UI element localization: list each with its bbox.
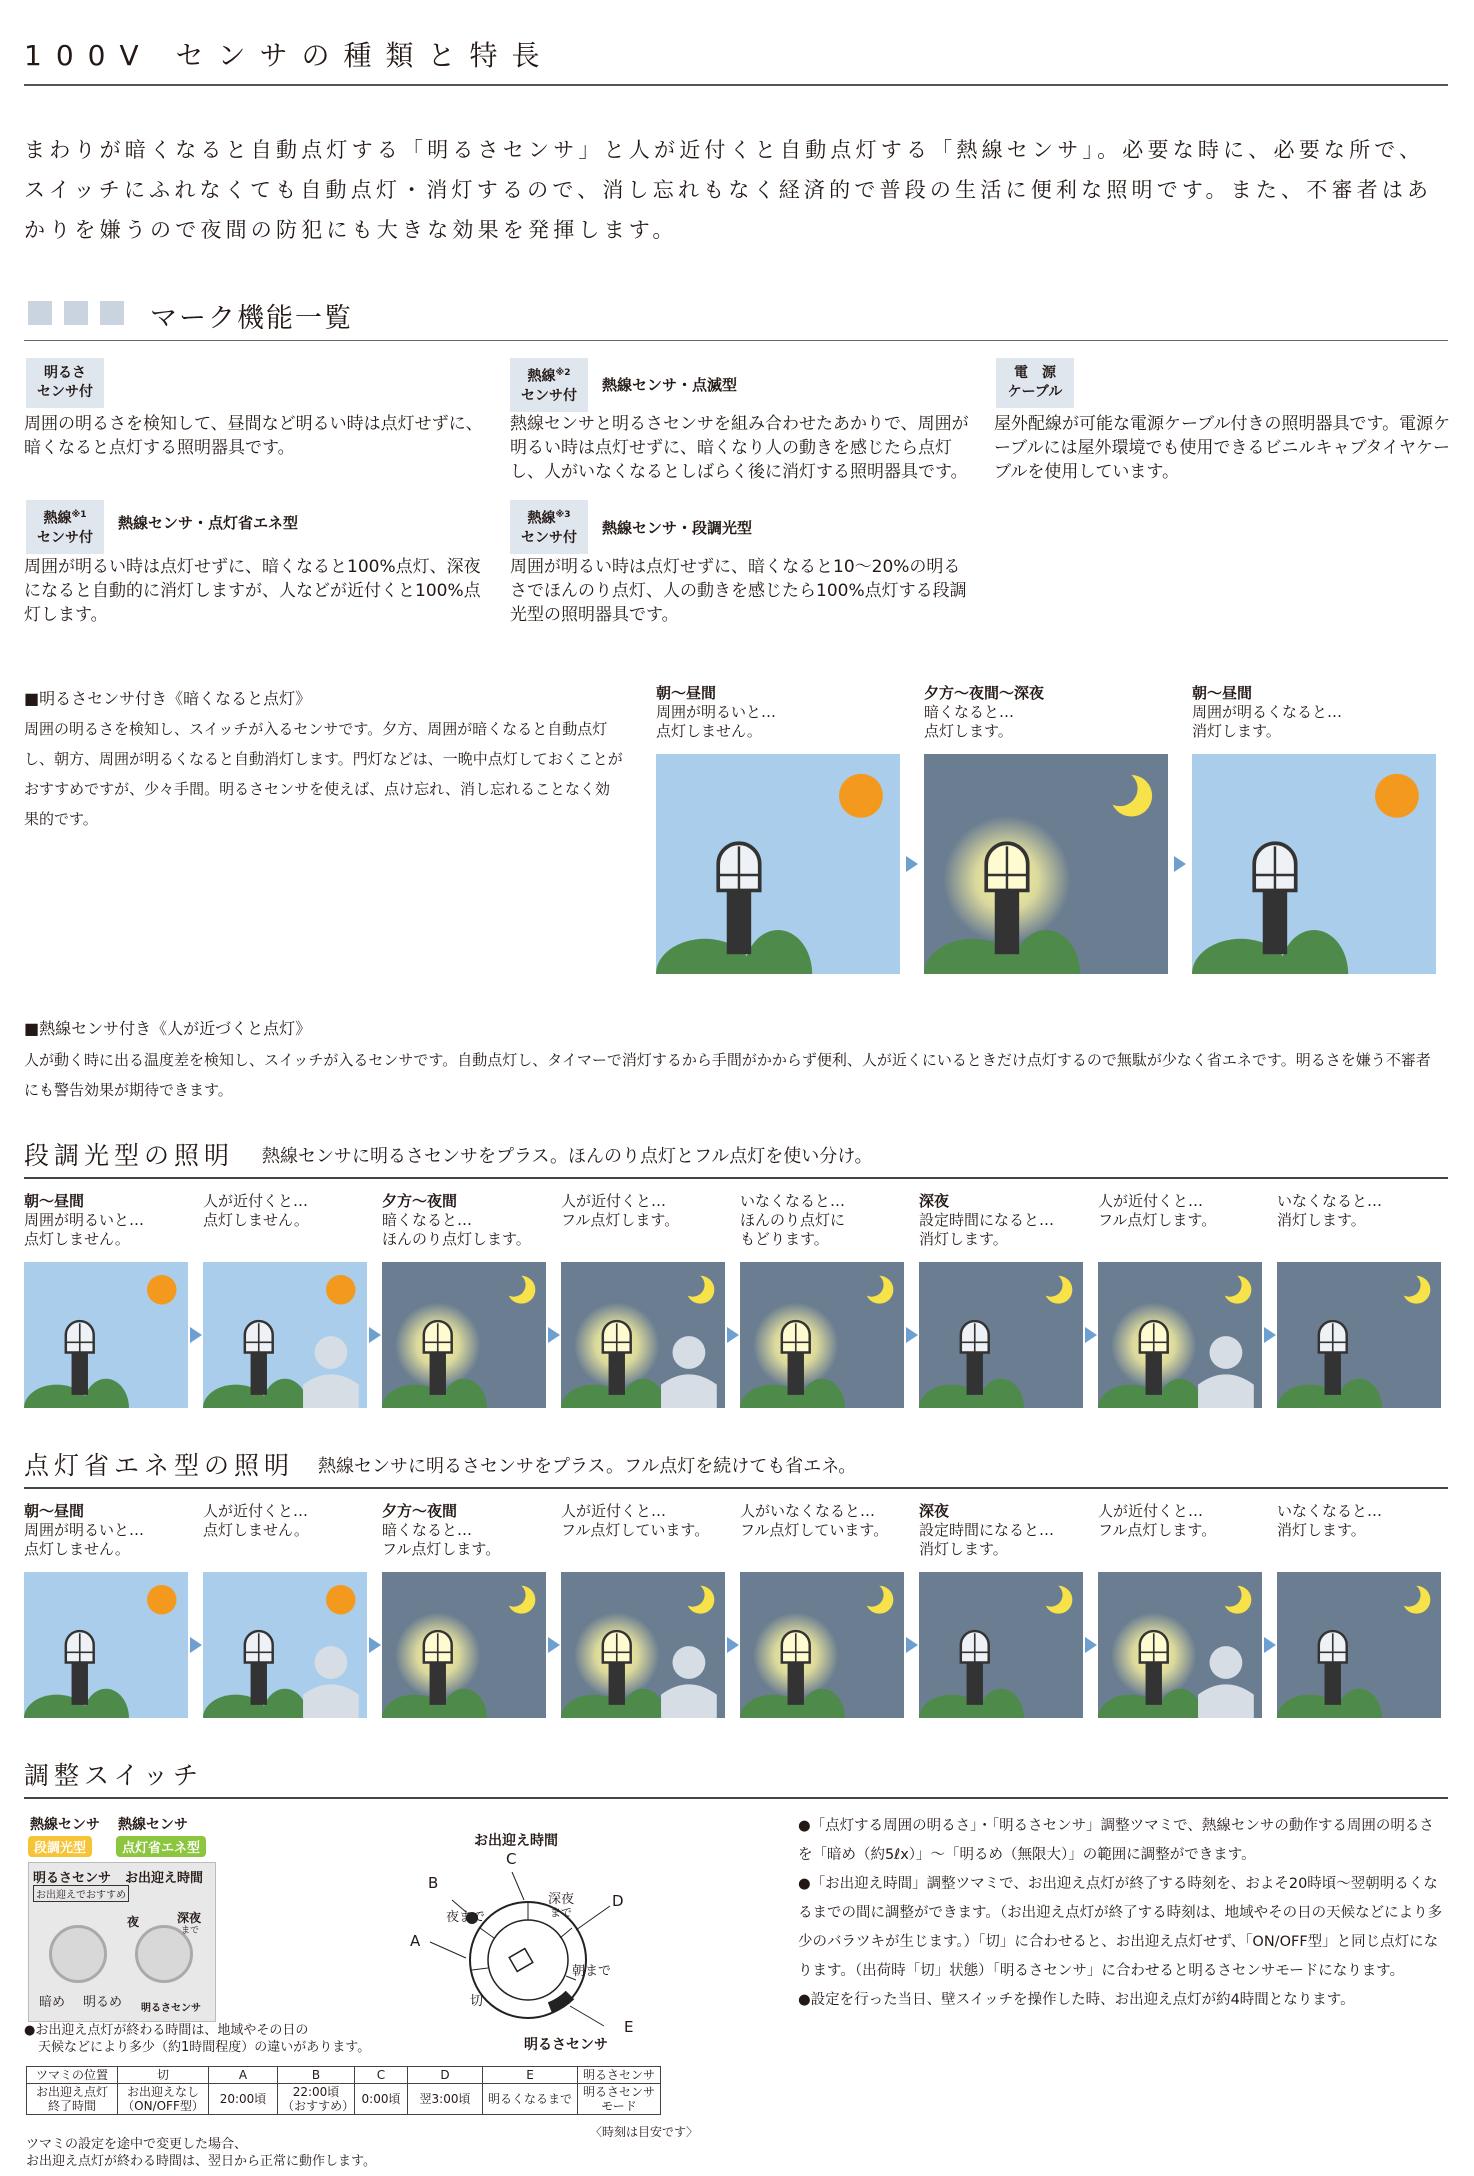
arrow-icon: [190, 1327, 202, 1343]
mark-title-thermal-eco: 熱線センサ・点灯省エネ型: [118, 514, 299, 532]
panel-caption: 朝～昼間 周囲が明るくなると… 消灯します。: [1192, 684, 1343, 740]
dial-kiri: 切: [470, 1994, 484, 2009]
mark-text-thermal-dim: 周囲が明るい時は点灯せずに、暗くなると10～20%の明るさでほんのり点灯、人の動きを感じたら100%点灯する段調光型の照明器具です。: [510, 557, 967, 625]
brightness-heading: ■明るさセンサ付き《暗くなると点灯》: [24, 689, 312, 708]
dial-B: B: [428, 1874, 439, 1892]
dial-diagram: [400, 1830, 660, 2060]
badge-thermal-1: 熱線$^{※1}$ センサ付: [26, 500, 104, 554]
mark-title-thermal-blink: 熱線センサ・点滅型: [602, 376, 738, 394]
scene-panel: [382, 1262, 546, 1408]
scene-panel: [1098, 1262, 1262, 1408]
switch-photo: 明るさセンサ お出迎え時間 お出迎えでおすすめ 夜 深夜 まで 暗め 明るめ 明るさセンサ: [28, 1862, 216, 2022]
marks-heading: マーク機能一覧: [150, 303, 353, 334]
arrow-icon: [1085, 1327, 1097, 1343]
scene-panel: [919, 1262, 1083, 1408]
dimming-heading: 段調光型の照明: [24, 1141, 235, 1170]
table-note: 〈時刻は目安です〉: [590, 2125, 699, 2139]
person-icon: [1210, 1336, 1243, 1369]
scene-panel: [1277, 1572, 1441, 1718]
eco-rule: [24, 1487, 1448, 1489]
arrow-icon: [1264, 1637, 1276, 1653]
arrow-icon: [906, 1327, 918, 1343]
dimming-sub: 熱線センサに明るさセンサをプラス。ほんのり点灯とフル点灯を使い分け。: [262, 1146, 873, 1167]
panel-caption: 人が近付くと… 点灯しません。: [203, 1192, 309, 1229]
brightness-text: 周囲の明るさを検知し、スイッチが入るセンサです。夕方、周囲が暗くなると自動点灯し、朝方、周囲が明るくなると自動消灯します。門灯などは、一晩中点灯しておくことがおすすめですが、少々手間。明るさセンサを使えば、点け忘れ、消し忘れることなく効果的です。: [24, 720, 623, 828]
panel-caption: いなくなると… ほんのり点灯に もどります。: [740, 1192, 846, 1248]
person-icon: [315, 1336, 348, 1369]
badge-thermal-3: 熱線$^{※3}$ センサ付: [510, 500, 588, 554]
dial-sensor: 明るさセンサ: [524, 2037, 608, 2053]
scene-panel: [561, 1572, 725, 1718]
dial-E: E: [624, 2018, 634, 2036]
panel-caption: 深夜 設定時間になると… 消灯します。: [919, 1502, 1055, 1558]
scene-panel: [924, 754, 1168, 974]
panel-caption: 夕方～夜間 暗くなると… フル点灯します。: [382, 1502, 501, 1558]
sun-icon: [326, 1275, 356, 1305]
arrow-icon: [727, 1637, 739, 1653]
panel-caption: 人が近付くと… フル点灯しています。: [561, 1502, 710, 1539]
dimming-rule: [24, 1177, 1448, 1179]
scene-panel: [740, 1572, 904, 1718]
knob-table: [26, 2066, 661, 2115]
panel-caption: 人が近付くと… 点灯しません。: [203, 1502, 309, 1539]
badge-thermal-2: 熱線$^{※2}$ センサ付: [510, 358, 588, 412]
badge-power-cable: 電 源 ケーブル: [996, 358, 1074, 408]
panel-caption: 深夜 設定時間になると… 消灯します。: [919, 1192, 1055, 1248]
switch-explanations: ●「点灯する周囲の明るさ」・「明るさセンサ」調整ツマミで、熱線センサの動作する周囲の明るさを「暗め（約5ℓx）」～「明るめ（無限大）」の範囲に調整ができます。 ●「お出迎え時間」調整ツマミで、お出迎え点灯が終了する時刻を、およそ20時頃～翌朝明るくなるまでの間に調整ができます。（お出迎え点灯が終了する時刻は、地域やその日の天候などにより多少のバラツキが生じます。）「切」に合わせると、お出迎え点灯せず、「ON/OFF型」と同じ点灯になります。（出荷時「切」状態）「明るさセンサ」に合わせると明るさセンサモードになります。 ●設定を行った当日、壁スイッチを操作した時、お出迎え点灯が約4時間となります。: [798, 1818, 1443, 2008]
sun-icon: [326, 1585, 356, 1615]
dial-A: A: [410, 1932, 421, 1950]
scene-panel: [382, 1572, 546, 1718]
title-rule: [24, 84, 1448, 86]
scene-panel: [561, 1262, 725, 1408]
panel-caption: 人が近付くと… フル点灯します。: [1098, 1192, 1217, 1229]
table-row: ツマミの位置 切 A B C D E 明るさセンサ: [27, 2067, 661, 2084]
scene-panel: [1192, 754, 1436, 974]
panel-caption: 人が近付くと… フル点灯します。: [561, 1192, 680, 1229]
switch-label-2: 熱線センサ: [118, 1817, 188, 1833]
mark-text-power-cable: 屋外配線が可能な電源ケーブル付きの照明器具です。電源ケーブルには屋外環境でも使用できるビニルキャブタイヤケーブルを使用しています。: [994, 414, 1451, 482]
scene-panel: [203, 1262, 367, 1408]
table-row: お出迎え点灯 終了時間 お出迎えなし （ON/OFF型） 20:00頃 22:00頃 （おすすめ） 0:00頃 翌3:00頃 明るくなるまで 明るさセンサ モード: [27, 2084, 661, 2115]
scene-panel: [1098, 1572, 1262, 1718]
panel-caption: 夕方～夜間～深夜 暗くなると… 点灯します。: [924, 684, 1045, 740]
arrow-icon: [1085, 1637, 1097, 1653]
mark-text-thermal-blink: 熱線センサと明るさセンサを組み合わせたあかりで、周囲が明るい時は点灯せずに、暗くなり人の動きを感じたら点灯し、人がいなくなるとしばらく後に消灯する照明器具です。: [510, 414, 969, 482]
switch-note: ●お出迎え点灯が終わる時間は、地域やその日の 天候などにより多少（約1時間程度）の違いがあります。: [24, 2023, 371, 2055]
eco-heading: 点灯省エネ型の照明: [24, 1451, 295, 1480]
sun-icon: [147, 1585, 177, 1615]
tag-eco: 点灯省エネ型: [116, 1836, 206, 1857]
dial-asa: 朝まで: [572, 1964, 612, 1979]
person-icon: [1210, 1646, 1243, 1679]
arrow-icon: [727, 1327, 739, 1343]
panel-caption: 朝～昼間 周囲が明るいと… 点灯しません。: [24, 1192, 145, 1248]
arrow-icon: [1264, 1327, 1276, 1343]
sun-icon: [839, 774, 883, 818]
marks-heading-squares: [28, 301, 136, 329]
switch-rule: [24, 1797, 1448, 1799]
panel-caption: 人がいなくなると… フル点灯しています。: [740, 1502, 889, 1539]
dial-yoru: 夜まで: [446, 1910, 486, 1925]
arrow-icon: [369, 1327, 381, 1343]
brightness-knob[interactable]: [49, 1925, 107, 1983]
tag-dimming: 段調光型: [28, 1836, 92, 1857]
badge-brightness-sensor: 明るさ センサ付: [26, 358, 104, 408]
thermal-text: 人が動く時に出る温度差を検知し、スイッチが入るセンサです。自動点灯し、タイマーで消灯するから手間がかからず便利、人が近くにいるときだけ点灯するので無駄が少なく省エネです。明るさを嫌う不審者にも警告効果が期待できます。: [24, 1051, 1431, 1099]
arrow-icon: [906, 1637, 918, 1653]
arrow-icon: [548, 1327, 560, 1343]
dial-title: お出迎え時間: [474, 1833, 558, 1849]
dial-D: D: [612, 1892, 624, 1910]
scene-panel: [919, 1572, 1083, 1718]
sun-icon: [1375, 774, 1419, 818]
marks-rule: [24, 340, 1448, 341]
panel-caption: 人が近付くと… フル点灯します。: [1098, 1502, 1217, 1539]
dial-made: まで: [550, 1906, 572, 1919]
panel-caption: いなくなると… 消灯します。: [1277, 1502, 1383, 1539]
panel-caption: 朝～昼間 周囲が明るいと… 点灯しません。: [656, 684, 777, 740]
sun-icon: [147, 1275, 177, 1305]
eco-sub: 熱線センサに明るさセンサをプラス。フル点灯を続けても省エネ。: [318, 1456, 857, 1477]
panel-caption: いなくなると… 消灯します。: [1277, 1192, 1383, 1229]
scene-panel: [1277, 1262, 1441, 1408]
arrow-icon: [190, 1637, 202, 1653]
mark-text-brightness: 周囲の明るさを検知して、昼間など明るい時は点灯せずに、暗くなると点灯する照明器具です。: [24, 414, 483, 458]
switch-label-1: 熱線センサ: [30, 1817, 100, 1833]
panel-caption: 朝～昼間 周囲が明るいと… 点灯しません。: [24, 1502, 145, 1558]
dial-C: C: [506, 1850, 517, 1868]
mark-title-thermal-dim: 熱線センサ・段調光型: [602, 519, 753, 537]
switch-heading: 調整スイッチ: [24, 1761, 204, 1790]
thermal-heading: ■熱線センサ付き《人が近づくと点灯》: [24, 1019, 312, 1038]
scene-panel: [24, 1572, 188, 1718]
arrow-icon: [369, 1637, 381, 1653]
mark-text-thermal-eco: 周囲が明るい時は点灯せずに、暗くなると100%点灯、深夜になると自動的に消灯しますが、人などが近付くと100%点灯します。: [24, 557, 481, 625]
dial-shinya: 深夜: [548, 1892, 575, 1907]
intro-text: まわりが暗くなると自動点灯する「明るさセンサ」と人が近付くと自動点灯する「熱線センサ」。必要な時に、必要な所で、スイッチにふれなくても自動点灯・消灯するので、消し忘れもなく経済的で普段の生活に便利な照明です。また、不審者はあかりを嫌うので夜間の防犯にも大きな効果を発揮します。: [24, 138, 1433, 242]
scene-panel: [203, 1572, 367, 1718]
arrow-icon: [1174, 856, 1186, 872]
arrow-icon: [548, 1637, 560, 1653]
scene-panel: [24, 1262, 188, 1408]
arrow-icon: [906, 856, 918, 872]
scene-panel: [740, 1262, 904, 1408]
page-title: 100V センサの種類と特長: [24, 39, 554, 72]
switch-foot: ツマミの設定を途中で変更した場合、 お出迎え点灯が終わる時間は、翌日から正常に動作します。: [26, 2137, 376, 2169]
person-icon: [673, 1336, 706, 1369]
person-icon: [673, 1646, 706, 1679]
scene-panel: [656, 754, 900, 974]
panel-caption: 夕方～夜間 暗くなると… ほんのり点灯します。: [382, 1192, 531, 1248]
person-icon: [315, 1646, 348, 1679]
